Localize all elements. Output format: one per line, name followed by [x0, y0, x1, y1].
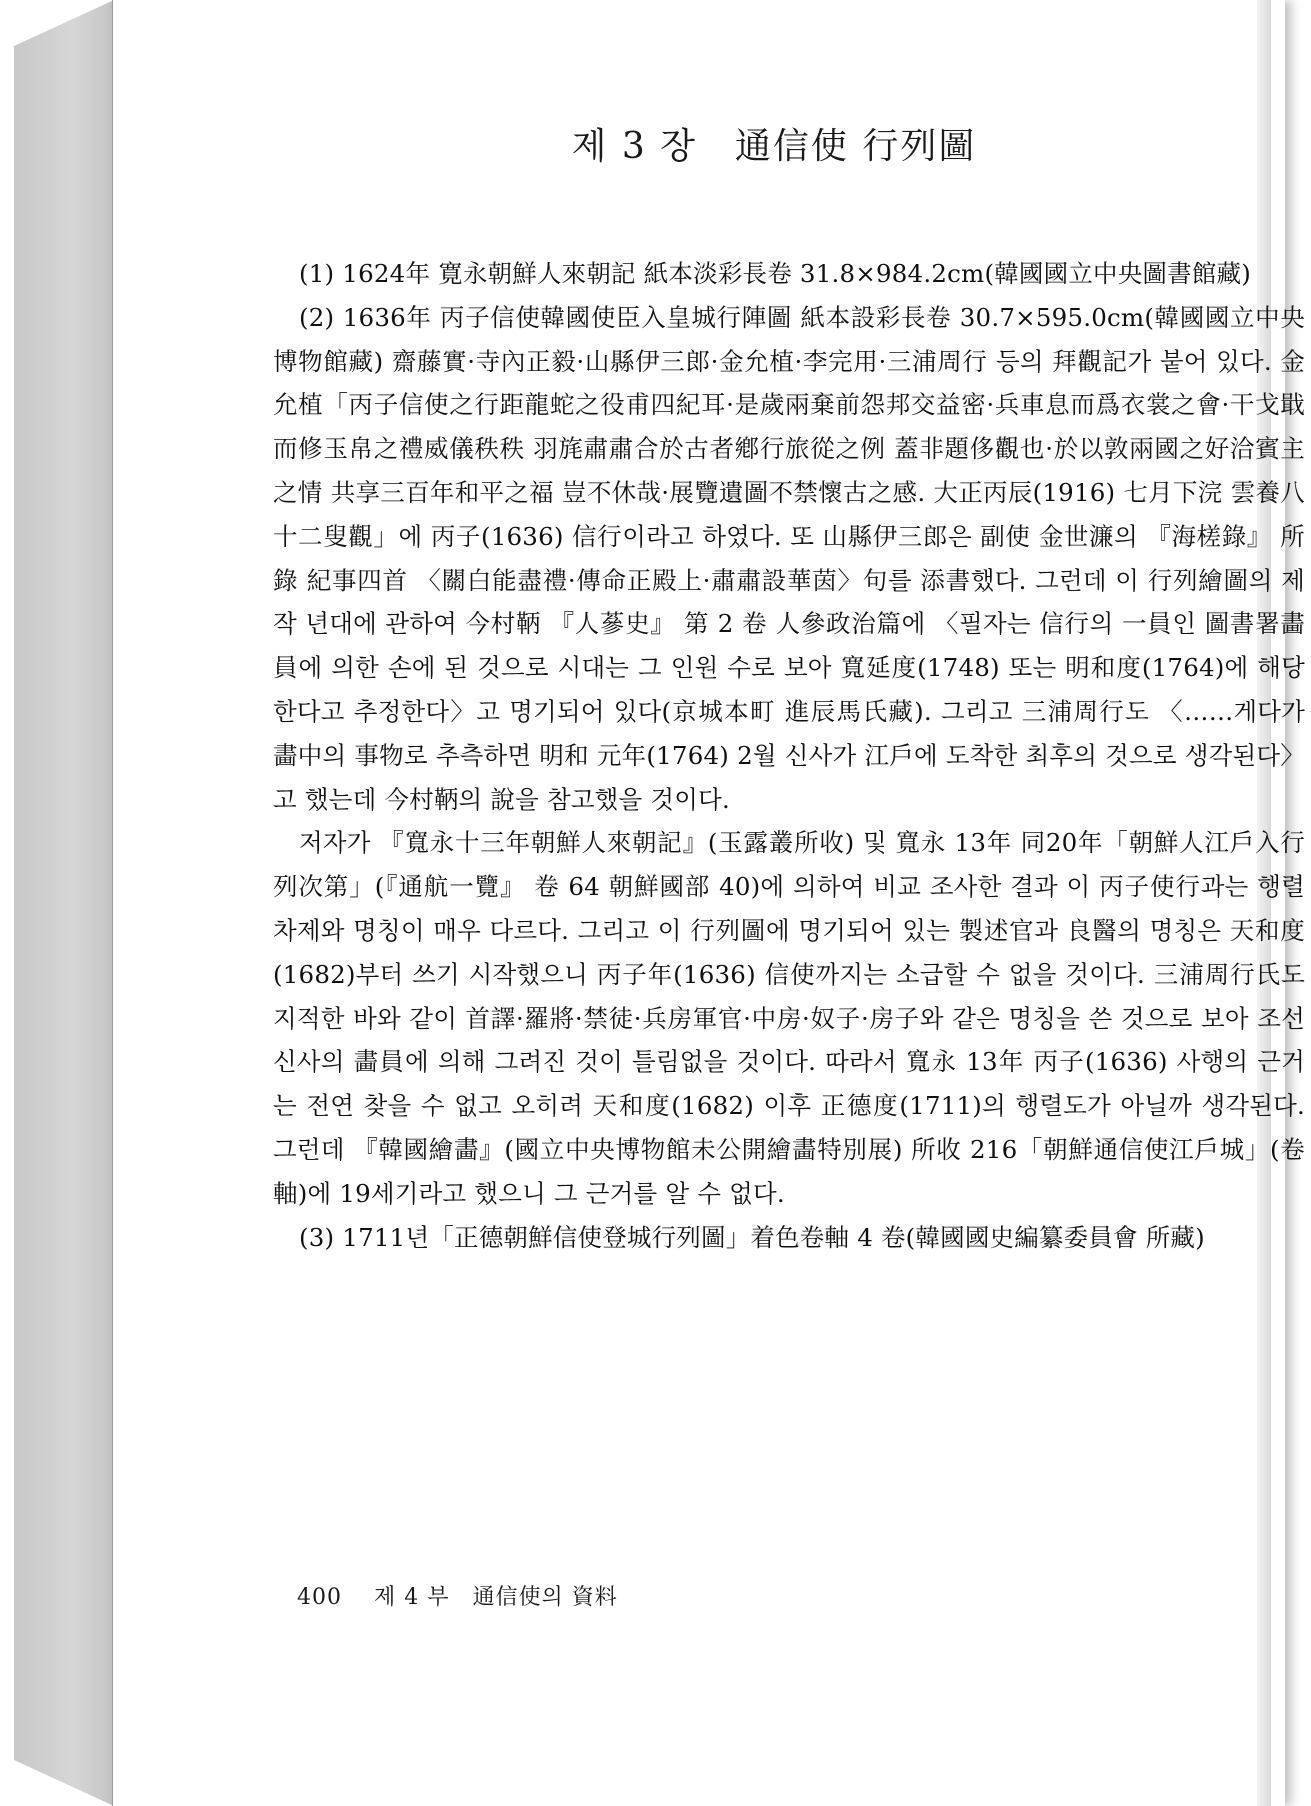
body-text — [273, 252, 1305, 1259]
book-spine-side — [14, 0, 114, 1806]
paragraph-item-2: (2) 1636年 丙子信使韓國使臣入皇城行陣圖 紙本設彩長卷 30.7×595.0cm(韓國國立中央博物館藏) 齋藤實·寺內正毅·山縣伊三郎·金允植·李完用·三浦周行 등의 拜觀記가 붙어 있다. 金允植「丙子信使之行距龍蛇之役甫四紀耳·是歲兩棄前怨邦交益密·兵車息而爲衣裳之會·干戈戢而修玉帛之禮威儀秩秩 羽旄肅肅合於古者鄕行旅從之例 蓋非題侈觀也·於以敦兩國之好洽賓主之情 共享三百年和平之福 豈不休哉·展覽遺圖不禁懷古之感. 大正丙辰(1916) 七月下浣 雲養八十二叟觀」에 丙子(1636) 信行이라고 하였다. 또 山縣伊三郎은 副使 金世濂의 『海槎錄』 所錄 紀事四首 〈關白能盡禮·傳命正殿上·肅肅設華茵〉句를 添書했다. 그런데 이 行列繪圖의 제작 년대에 관하여 今村鞆 『人蔘史』 第 2 卷 人參政治篇에 〈필자는 信行의 一員인 圖書署畵員에 의한 손에 된 것으로 시대는 그 인원 수로 보아 寬延度(1748) 또는 明和度(1764)에 해당한다고 추정한다〉고 명기되어 있다(京城本町 進辰馬氏藏). 그리고 三浦周行도 〈……게다가 畵中의 事物로 추측하면 明和 元年(1764) 2월 신사가 江戶에 도착한 최후의 것으로 생각된다〉고 했는데 今村鞆의 說을 참고했을 것이다. — [273, 302, 1305, 814]
paragraph-item-1: (1) 1624年 寛永朝鮮人來朝記 紙本淡彩長卷 31.8×984.2cm(韓國國立中央圖書館藏) — [299, 259, 1251, 288]
footer-section: 제 4 부 通信使의 資料 — [374, 1585, 618, 1610]
book-page — [112, 0, 1305, 1806]
page-footer — [297, 1580, 618, 1611]
page-number: 400 — [297, 1585, 342, 1610]
paragraph-author-note: 저자가 『寬永十三年朝鮮人來朝記』(玉露叢所收) 및 寬永 13年 同20年「朝鮮人江戶入行列次第」(『通航一覽』 卷 64 朝鮮國部 40)에 의하여 비교 조사한 결과 이 丙子使行과는 행렬차제와 명칭이 매우 다르다. 그리고 이 行列圖에 명기되어 있는 製述官과 良醫의 명칭은 天和度(1682)부터 쓰기 시작했으니 丙子年(1636) 信使까지는 소급할 수 없을 것이다. 三浦周行氏도 지적한 바와 같이 首譯·羅將·禁徒·兵房軍官·中房·奴子·房子와 같은 명칭을 쓴 것으로 보아 조선신사의 畵員에 의해 그려진 것이 틀림없을 것이다. 따라서 寬永 13年 丙子(1636) 사행의 근거는 전연 찾을 수 없고 오히려 天和度(1682) 이후 正德度(1711)의 행렬도가 아닐까 생각된다. 그런데 『韓國繪畵』(國立中央博物館未公開繪畵特別展) 所收 216「朝鮮通信使江戶城」(卷軸)에 19세기라고 했으니 그 근거를 알 수 없다. — [273, 828, 1305, 1208]
chapter-title: 제 3 장 通信使 行列圖 — [571, 126, 977, 167]
paragraph-item-3: (3) 1711년「正德朝鮮信使登城行列圖」着色卷軸 4 卷(韓國國史編纂委員會 所藏) — [299, 1222, 1205, 1252]
